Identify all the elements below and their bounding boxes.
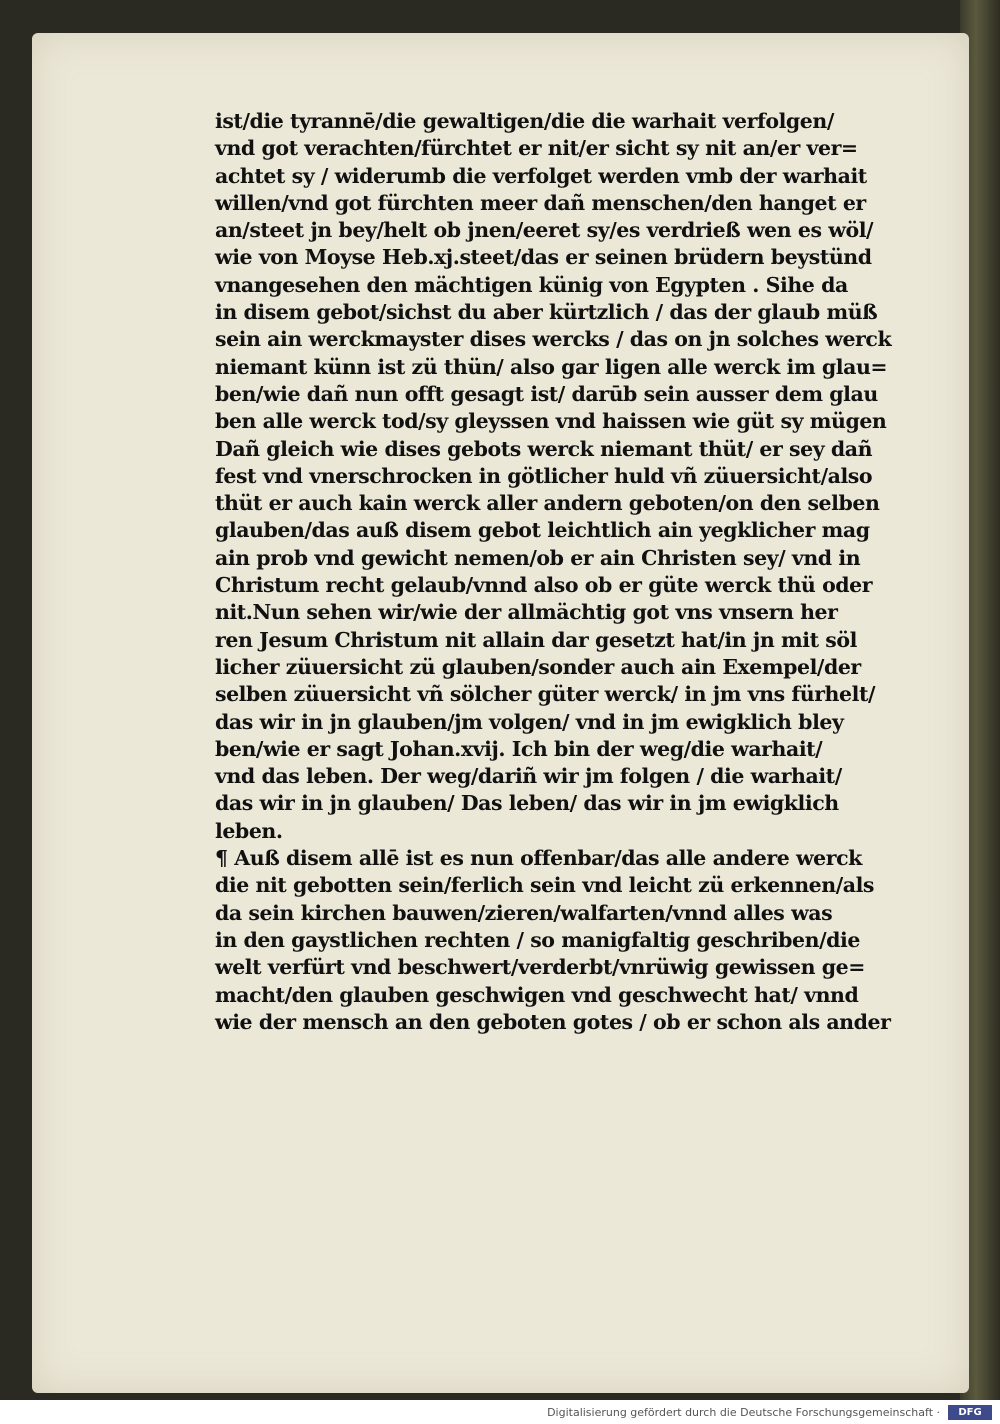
text-line: selben züuersicht vñ sölcher güter werck/ in jm vns fürhelt/ [215,682,876,707]
dfg-logo: DFG [948,1405,992,1420]
text-line: vnd got verachten/fürchtet er nit/er sicht sy nit an/er ver= [215,136,858,161]
text-line: glauben/das auß disem gebot leichtlich ain yegklicher mag [215,518,870,543]
funding-note: Digitalisierung gefördert durch die Deutsche Forschungsgemeinschaft · [547,1406,940,1419]
text-line: wie der mensch an den geboten gotes / ob er schon als ander [215,1009,891,1034]
text-line: nit.Nun sehen wir/wie der allmächtig got vns vnsern her [215,600,838,625]
text-line: ain prob vnd gewicht nemen/ob er ain Christen sey/ vnd in [215,545,861,570]
text-line: achtet sy / widerumb die verfolget werden vmb der warhait [215,163,867,188]
text-line: fest vnd vnerschrocken in götlicher huld vñ züuersicht/also [215,463,873,488]
book-page [32,33,969,1393]
text-line: das wir in jn glauben/ Das leben/ das wir in jm ewigklich [215,791,839,816]
text-line: macht/den glauben geschwigen vnd geschwecht hat/ vnnd [215,982,859,1007]
text-line: das wir in jn glauben/jm volgen/ vnd in jm ewigklich bley [215,709,844,734]
text-line: thüt er auch kain werck aller andern geboten/on den selben [215,491,880,516]
text-line: ren Jesum Christum nit allain dar gesetzt hat/in jn mit söl [215,627,857,652]
page-text [215,108,947,1036]
text-line: in den gaystlichen rechten / so manigfaltig geschriben/die [215,927,860,952]
text-line: wie von Moyse Heb.xj.steet/das er seinen brüdern beystünd [215,245,872,270]
text-line: die nit gebotten sein/ferlich sein vnd leicht zü erkennen/als [215,873,875,898]
text-line: ¶ Auß disem allē ist es nun offenbar/das alle andere werck [215,846,862,871]
text-line: sein ain werckmayster dises wercks / das on jn solches werck [215,327,892,352]
text-line: da sein kirchen bauwen/zieren/walfarten/vnnd alles was [215,900,833,925]
text-line: an/steet jn bey/helt ob jnen/eeret sy/es verdrieß wen es wöl/ [215,218,874,243]
text-line: vnangesehen den mächtigen künig von Egypten . Sihe da [215,272,848,297]
text-line: ben/wie er sagt Johan.xvij. Ich bin der weg/die warhait/ [215,736,823,761]
text-line: in disem gebot/sichst du aber kürtzlich / das der glaub müß [215,300,878,325]
text-line: vnd das leben. Der weg/dariñ wir jm folgen / die warhait/ [215,764,842,789]
text-line: licher züuersicht zü glauben/sonder auch ain Exempel/der [215,654,861,679]
text-line: welt verfürt vnd beschwert/verderbt/vnrüwig gewissen ge= [215,955,865,980]
text-line: Christum recht gelaub/vnnd also ob er güte werck thü oder [215,573,873,598]
text-line: Dañ gleich wie dises gebots werck niemant thüt/ er sey dañ [215,436,873,461]
text-line: niemant künn ist zü thün/ also gar ligen alle werck im glau= [215,354,888,379]
text-line: willen/vnd got fürchten meer dañ menschen/den hanget er [215,190,866,215]
footer-bar [0,1400,1000,1424]
text-line: ben alle werck tod/sy gleyssen vnd haissen wie güt sy mügen [215,409,887,434]
text-line: ben/wie dañ nun offt gesagt ist/ darūb sein ausser dem glau [215,381,878,406]
text-line: leben. [215,818,283,843]
text-line: ist/die tyrannē/die gewaltigen/die die warhait verfolgen/ [215,109,834,133]
